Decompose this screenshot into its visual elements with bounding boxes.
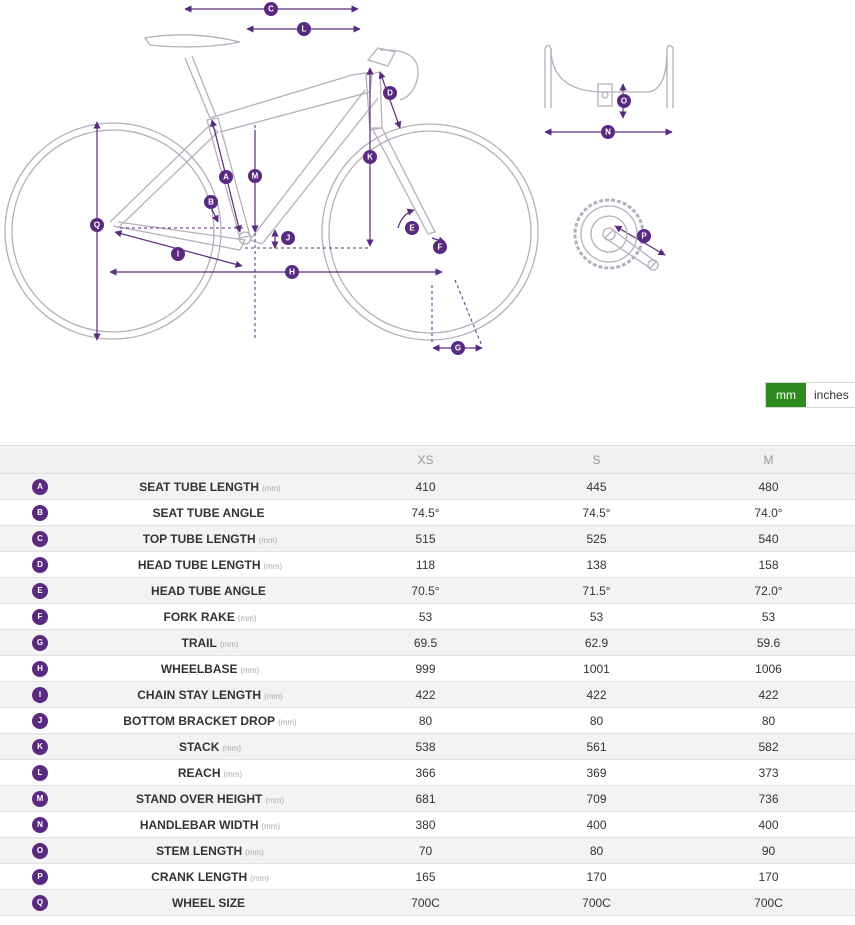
measurement-name: REACH (177, 765, 221, 780)
value-m: 400 (682, 812, 855, 838)
header-size-s[interactable]: S (511, 446, 682, 474)
measurement-name-cell (80, 812, 340, 838)
table-row (0, 604, 855, 630)
table-row (0, 864, 855, 890)
measurement-unit: (mm) (219, 639, 239, 649)
table-row (0, 812, 855, 838)
measurement-name: HANDLEBAR WIDTH (139, 817, 259, 832)
value-s: 53 (511, 604, 682, 630)
measurement-unit: (mm) (240, 665, 260, 675)
table-row (0, 890, 855, 916)
value-xs: 53 (340, 604, 511, 630)
value-s: 71.5° (511, 578, 682, 604)
row-letter-cell (0, 812, 80, 838)
value-xs: 700C (340, 890, 511, 916)
measurement-name: FORK RAKE (163, 609, 235, 624)
row-letter-cell (0, 500, 80, 526)
dim-badge-q (90, 218, 104, 232)
measurement-name-cell (80, 760, 340, 786)
svg-text:N: N (605, 127, 611, 137)
measurement-unit: (mm) (237, 613, 257, 623)
row-letter-cell (0, 734, 80, 760)
measurement-letter-badge: D (32, 557, 48, 573)
value-xs: 422 (340, 682, 511, 708)
svg-text:O: O (620, 96, 628, 106)
value-s: 62.9 (511, 630, 682, 656)
front-wheel (322, 124, 538, 340)
value-xs: 515 (340, 526, 511, 552)
table-body (0, 474, 855, 916)
svg-text:L: L (301, 24, 307, 34)
value-m: 53 (682, 604, 855, 630)
chain-stay (113, 222, 245, 250)
value-xs: 74.5° (340, 500, 511, 526)
svg-text:J: J (285, 233, 291, 243)
measurement-unit: (mm) (223, 769, 243, 779)
svg-text:F: F (437, 242, 443, 252)
value-s: 422 (511, 682, 682, 708)
header-letter (0, 446, 80, 474)
measurement-letter-badge: M (32, 791, 48, 807)
measurement-letter-badge: C (32, 531, 48, 547)
measurement-name-cell (80, 864, 340, 890)
table-row (0, 786, 855, 812)
header-size-m[interactable]: M (682, 446, 855, 474)
measurement-unit: (mm) (250, 873, 269, 883)
table-row (0, 552, 855, 578)
svg-text:I: I (176, 249, 180, 259)
measurement-letter-badge: L (32, 765, 48, 781)
row-letter-cell (0, 526, 80, 552)
measurement-letter-badge: J (32, 713, 48, 729)
measurement-name-cell (80, 708, 340, 734)
measurement-name: WHEEL SIZE (171, 895, 246, 910)
value-m: 59.6 (682, 630, 855, 656)
dim-badge-d (383, 86, 397, 100)
value-s: 80 (511, 838, 682, 864)
svg-text:A: A (223, 172, 229, 182)
dim-badge-e (405, 221, 419, 235)
table-row (0, 474, 855, 500)
measurement-name: STAND OVER HEIGHT (135, 791, 263, 806)
value-xs: 70.5° (340, 578, 511, 604)
dim-badge-h (285, 265, 299, 279)
value-xs: 70 (340, 838, 511, 864)
row-letter-cell (0, 552, 80, 578)
dim-badge-a (219, 170, 233, 184)
row-letter-cell (0, 786, 80, 812)
handlebar-detail (545, 45, 673, 108)
dim-badge-c (264, 2, 278, 16)
down-tube (250, 90, 378, 244)
measurement-name: TOP TUBE LENGTH (142, 531, 256, 546)
measurement-letter-badge: F (32, 609, 48, 625)
dim-badge-m (248, 169, 262, 183)
seat-stay (110, 125, 218, 228)
table-row (0, 656, 855, 682)
value-s: 400 (511, 812, 682, 838)
measurement-name: STACK (178, 739, 220, 754)
measurement-name: BOTTOM BRACKET DROP (123, 713, 276, 728)
row-letter-cell (0, 890, 80, 916)
value-xs: 118 (340, 552, 511, 578)
svg-text:G: G (454, 343, 462, 353)
geometry-table (0, 445, 855, 916)
table-header-row (0, 446, 855, 474)
unit-mm-button[interactable]: mm (766, 383, 806, 407)
dim-badge-k (363, 150, 377, 164)
measurement-name-cell (80, 500, 340, 526)
table-row (0, 630, 855, 656)
measurement-name-cell (80, 578, 340, 604)
value-s: 561 (511, 734, 682, 760)
value-s: 138 (511, 552, 682, 578)
measurement-name-cell (80, 552, 340, 578)
front-wheel-rim (329, 131, 531, 333)
measurement-name-cell (80, 838, 340, 864)
measurement-name-cell (80, 656, 340, 682)
unit-toggle (765, 382, 855, 408)
header-measurement (80, 446, 340, 474)
saddle (145, 35, 240, 47)
unit-inches-button[interactable]: inches (806, 383, 855, 407)
measurement-letter-badge: K (32, 739, 48, 755)
value-xs: 69.5 (340, 630, 511, 656)
value-s: 1001 (511, 656, 682, 682)
measurement-name: TRAIL (181, 635, 217, 650)
seat-post (185, 56, 216, 118)
value-m: 158 (682, 552, 855, 578)
svg-text:C: C (268, 4, 274, 14)
value-m: 72.0° (682, 578, 855, 604)
value-xs: 380 (340, 812, 511, 838)
measurement-letter-badge: N (32, 817, 48, 833)
dim-badge-b (204, 195, 218, 209)
measurement-name-cell (80, 734, 340, 760)
measurement-unit: (mm) (264, 691, 283, 701)
reference-lines (120, 125, 482, 346)
dimension-arrows (97, 9, 672, 348)
table-row (0, 526, 855, 552)
measurement-letter-badge: I (32, 687, 48, 703)
measurement-unit: (mm) (262, 483, 281, 493)
dim-badge-j (281, 231, 295, 245)
value-s: 369 (511, 760, 682, 786)
header-size-xs[interactable]: XS (340, 446, 511, 474)
value-m: 170 (682, 864, 855, 890)
measurement-unit: (mm) (222, 743, 242, 753)
measurement-letter-badge: P (32, 869, 48, 885)
svg-text:E: E (409, 223, 415, 233)
value-s: 74.5° (511, 500, 682, 526)
measurement-letter-badge: G (32, 635, 48, 651)
value-m: 74.0° (682, 500, 855, 526)
dim-badge-o (617, 94, 631, 108)
row-letter-cell (0, 578, 80, 604)
value-m: 90 (682, 838, 855, 864)
measurement-name-cell (80, 890, 340, 916)
measurement-name: WHEELBASE (160, 661, 238, 676)
row-letter-cell (0, 630, 80, 656)
table-row (0, 708, 855, 734)
svg-text:Q: Q (93, 220, 101, 230)
svg-text:B: B (208, 197, 214, 207)
value-m: 700C (682, 890, 855, 916)
measurement-letter-badge: B (32, 505, 48, 521)
measurement-name: SEAT TUBE LENGTH (139, 479, 260, 494)
measurement-name-cell (80, 474, 340, 500)
measurement-name: STEM LENGTH (156, 843, 243, 858)
bike-geometry-diagram (0, 0, 855, 440)
value-xs: 681 (340, 786, 511, 812)
measurement-unit: (mm) (261, 821, 281, 831)
rear-wheel (5, 123, 221, 339)
value-m: 373 (682, 760, 855, 786)
measurement-name-cell (80, 604, 340, 630)
measurement-name: HEAD TUBE LENGTH (137, 557, 261, 572)
table-row (0, 682, 855, 708)
table-row (0, 760, 855, 786)
row-letter-cell (0, 604, 80, 630)
measurement-name: CHAIN STAY LENGTH (137, 687, 262, 702)
measurement-unit: (mm) (263, 561, 283, 571)
dim-badge-p (637, 229, 651, 243)
measurement-unit: (mm) (278, 717, 297, 727)
value-xs: 366 (340, 760, 511, 786)
value-m: 80 (682, 708, 855, 734)
measurement-name: CRANK LENGTH (151, 869, 248, 884)
measurement-letter-badge: H (32, 661, 48, 677)
row-letter-cell (0, 838, 80, 864)
measurement-unit: (mm) (265, 795, 285, 805)
value-xs: 80 (340, 708, 511, 734)
value-s: 700C (511, 890, 682, 916)
svg-text:H: H (289, 267, 295, 277)
dim-badge-g (451, 341, 465, 355)
row-letter-cell (0, 708, 80, 734)
measurement-name-cell (80, 526, 340, 552)
measurement-unit: (mm) (258, 535, 278, 545)
measurement-letter-badge: A (32, 479, 48, 495)
value-m: 1006 (682, 656, 855, 682)
row-letter-cell (0, 682, 80, 708)
svg-text:M: M (251, 171, 259, 181)
value-m: 422 (682, 682, 855, 708)
value-xs: 410 (340, 474, 511, 500)
measurement-name-cell (80, 682, 340, 708)
table-row (0, 578, 855, 604)
bike-frame-drawing (5, 35, 538, 340)
row-letter-cell (0, 474, 80, 500)
value-s: 525 (511, 526, 682, 552)
value-s: 80 (511, 708, 682, 734)
value-m: 736 (682, 786, 855, 812)
value-m: 582 (682, 734, 855, 760)
dim-badge-i (171, 247, 185, 261)
table-row (0, 838, 855, 864)
row-letter-cell (0, 656, 80, 682)
value-m: 480 (682, 474, 855, 500)
table-row (0, 734, 855, 760)
measurement-letter-badge: E (32, 583, 48, 599)
value-s: 170 (511, 864, 682, 890)
head-tube (366, 72, 382, 130)
dim-badge-f (433, 240, 447, 254)
value-xs: 999 (340, 656, 511, 682)
measurement-unit: (mm) (245, 847, 264, 857)
measurement-name: SEAT TUBE ANGLE (152, 505, 265, 520)
measurement-name-cell (80, 630, 340, 656)
svg-text:D: D (387, 88, 393, 98)
measurement-name-cell (80, 786, 340, 812)
dim-badge-n (601, 125, 615, 139)
measurement-name: HEAD TUBE ANGLE (151, 583, 266, 598)
table-row (0, 500, 855, 526)
svg-text:P: P (641, 231, 647, 241)
measurement-letter-badge: Q (32, 895, 48, 911)
row-letter-cell (0, 864, 80, 890)
top-tube (210, 72, 372, 132)
value-xs: 538 (340, 734, 511, 760)
row-letter-cell (0, 760, 80, 786)
value-s: 445 (511, 474, 682, 500)
value-s: 709 (511, 786, 682, 812)
svg-text:K: K (367, 152, 373, 162)
measurement-letter-badge: O (32, 843, 48, 859)
stem (368, 48, 395, 66)
value-xs: 165 (340, 864, 511, 890)
value-m: 540 (682, 526, 855, 552)
dim-badge-l (297, 22, 311, 36)
